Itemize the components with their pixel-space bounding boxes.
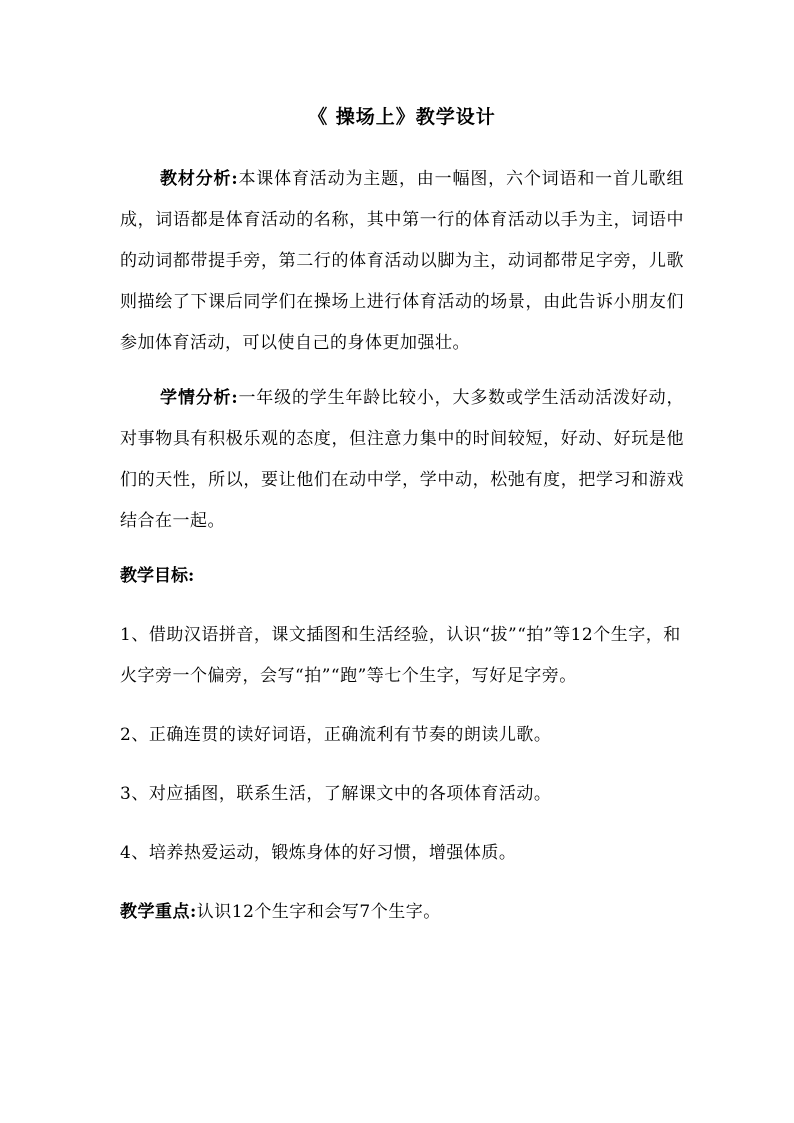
textbook-analysis-text: 本课体育活动为主题，由一幅图，六个词语和一首儿歌组成，词语都是体育活动的名称，其中第一行的体育活动以手为主，词语中的动词都带提手旁，第二行的体育活动以脚为主，动词都带足字旁，儿歌则描绘了下课后同学们在操场上进行体育活动的场景，由此告诉小朋友们参加体育活动，可以使自己的身体更加强壮。 [120, 169, 685, 353]
goal-item-2: 2、正确连贯的读好词语，正确流利有节奏的朗读儿歌。 [120, 725, 552, 745]
textbook-analysis-paragraph [120, 159, 684, 364]
student-analysis-text: 一年级的学生年龄比较小，大多数或学生活动活泼好动，对事物具有积极乐观的态度，但注意力集中的时间较短，好动、好玩是他们的天性，所以，要让他们在动中学，学中动，松弛有度，把学习和游戏结合在一起。 [120, 388, 685, 531]
goal-item-1: 1、借助汉语拼音，课文插图和生活经验，认识“拔”“拍”等12个生字，和火字旁一个偏旁，会写“拍”“跑”等七个生字，写好足字旁。 [120, 625, 681, 686]
student-analysis-label: 学情分析: [160, 388, 239, 408]
textbook-analysis-label: 教材分析: [160, 169, 239, 189]
goals-heading: 教学目标: [120, 566, 195, 586]
document-title: 《 操场上》教学设计 [308, 106, 496, 128]
goal-item-4: 4、培养热爱运动，锻炼身体的好习惯，增强体质。 [120, 843, 517, 863]
student-analysis-paragraph [120, 378, 684, 542]
key-points-paragraph [120, 892, 684, 933]
goal-item-3: 3、对应插图，联系生活，了解课文中的各项体育活动。 [120, 784, 552, 804]
key-points-label: 教学重点: [120, 902, 197, 922]
key-points-text: 认识12个生字和会写7个生字。 [196, 902, 441, 922]
